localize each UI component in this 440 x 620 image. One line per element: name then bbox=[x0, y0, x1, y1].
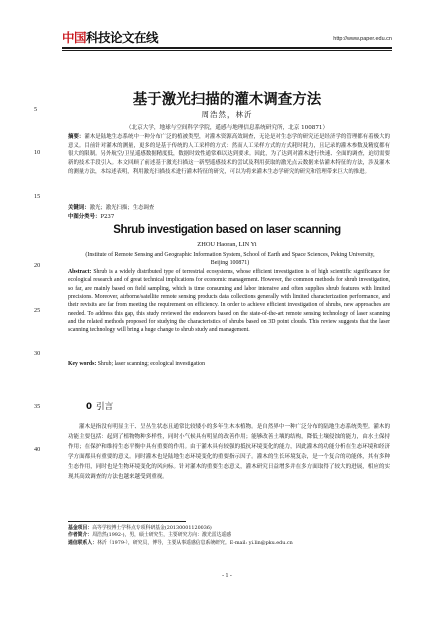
english-authors: ZHOU Haoran, LIN Yi bbox=[197, 241, 257, 248]
page-number: - 1 - bbox=[222, 573, 232, 579]
footnote-corresponding-text: 林沂（1979-），研究员，博导，主要从事遥感信息系统研究。E-mail: yi.lin@pku.edu.cn bbox=[97, 539, 293, 546]
logo-red-text: 中国 bbox=[62, 30, 87, 45]
english-keywords-label: Key words: bbox=[68, 361, 97, 367]
footnote-fund-text: 高等学校博士学科点专项科研基金(20130001120036) bbox=[92, 525, 212, 531]
footnote-fund-label: 基金项目： bbox=[68, 525, 93, 531]
footnotes bbox=[68, 525, 390, 547]
header-rule-thin bbox=[62, 50, 392, 51]
chinese-abstract bbox=[68, 133, 390, 177]
footnote-corresponding-label: 通信联系人： bbox=[68, 539, 98, 546]
footnote-author-text: 周浩然(1992-)，男，硕士研究生，主要研究方向：激光雷达遥感 bbox=[92, 532, 232, 539]
footnote-corresponding bbox=[68, 540, 390, 547]
classification-label: 中图分类号： bbox=[68, 214, 101, 220]
chinese-authors: 周浩然，林沂 bbox=[201, 110, 253, 119]
english-abstract bbox=[68, 268, 390, 335]
footnote-author-intro bbox=[68, 532, 390, 539]
section-body: 灌木是指没有明显主干、呈丛生状态且通常比较矮小的多年生木本植物。是自然界中一种广泛分布的陆地生态系统类型。灌木的功能主要包括：起到了植物物种多样性，同时小气候具有明显的改善作用；能够改善土壤的结构，降低土壤侵蚀的能力，由水土保持作用；在保护和维持生态平衡中具有重要的作用。由于灌木具有较强的抵抗环境变化的能力，因此灌木的功能分析在生态环境和经济学方面都具有重要的意义。同时灌木也是陆地生态环境变化的重要指示因子。灌木的生长环境复杂，是一个复合的功能体，其有多种生态作用，同时也是生物环境变化的风向标。针对灌木的重要生态意义，灌木研究日益增多并在多方面取得了较大的进展，相应的实现其高效调查的方法也越来越受到重视。 bbox=[68, 424, 390, 481]
section-heading bbox=[86, 400, 113, 412]
line-number: 20 bbox=[34, 262, 41, 269]
page-header bbox=[62, 26, 392, 50]
chinese-keywords-label: 关键词： bbox=[68, 205, 90, 211]
chinese-title: 基于激光扫描的灌木调查方法 bbox=[132, 92, 322, 108]
chinese-keywords bbox=[68, 203, 390, 211]
english-abstract-label: Abstract: bbox=[68, 269, 92, 275]
chinese-affiliation: （北京大学，地球与空间科学学院，遥感与地理信息系统研究所，北京 100871） bbox=[125, 125, 329, 131]
line-number: 30 bbox=[34, 350, 41, 357]
classification-value: P237 bbox=[100, 214, 115, 220]
line-number: 25 bbox=[34, 307, 41, 314]
chinese-keywords-text: 激光；激光扫描；生态调查 bbox=[89, 205, 155, 211]
english-abstract-text: Shrub is a widely distributed type of terrestrial ecosystems, whose efficient investigation is of high scientific significance for ecological research and of great technical implications for economic management. However, the common methods for shrub investigation, so far, are mainly based on field sampling, which is time consuming and labor intensive and often supplies shrub features with limited precisions. Moreover, airborne/satellite remote sensing products data collections generally with limited characterization performance, and their revisits are far from meeting the requirement on efficiency. In order to achieve efficient investigation of shrubs, new approaches are needed. To address this gap, this study reviewed the endeavors based on the state-of-the-art remote sensing technology of laser scanning and the related methods proposed for studying the characteristics of shrubs based on 3D point clouds. This review suggests that the laser scanning technology will bring a huge change to shrub study and management. bbox=[68, 269, 390, 334]
english-keywords-text: Shrub; laser scanning; ecological investigation bbox=[97, 361, 206, 367]
line-number: 15 bbox=[34, 193, 41, 200]
chinese-abstract-text: 灌木是陆地生态系统中一种分布广泛的植被类型，对灌木资源高效调查，无论是对生态学的研究还是经济学的管理都有着极大的意义。目前针对灌木的测量，更多的是基于传统的人工采样的方式：然而人工采样方式的方式耗时耗力，且记录的灌木参数及精度都有很大的限制。另外航空/卫星遥感数据精度低，数据时效性通常难以达到要求。因此，为了达到对灌木进行快速、全面的调查，迫切需要新的技术手段引入。本文回顾了前述基于激光扫描这一新型遥感技术的尝试及利用获取的激光点云数据来估灌木特征的方法，涉及灌木的测量方法，本综述表明，利用激光扫描技术进行灌木特征的研究，可以为将来灌木生态学研究的研究和管理带来巨大的推进。 bbox=[68, 134, 390, 175]
line-number: 10 bbox=[34, 149, 41, 156]
english-affiliation: (Institute of Remote Sensing and Geographic Information System, School of Earth and Space Sciences, Peking University, Beijing 100871) bbox=[85, 252, 375, 266]
section-title: 引言 bbox=[95, 402, 114, 412]
header-rule-thick bbox=[62, 47, 392, 49]
logo-black-text: 科技论文在线 bbox=[86, 30, 159, 45]
english-keywords bbox=[68, 361, 390, 367]
line-number: 35 bbox=[34, 403, 41, 410]
chinese-abstract-label: 摘要： bbox=[68, 134, 85, 140]
footnote-rule bbox=[68, 521, 186, 522]
header-url: http://www.paper.edu.cn bbox=[333, 36, 392, 42]
site-logo bbox=[62, 28, 158, 46]
english-title: Shrub investigation based on laser scanning bbox=[113, 224, 341, 236]
footnote-author-label: 作者简介： bbox=[68, 532, 93, 539]
line-number: 40 bbox=[34, 446, 41, 453]
line-number: 5 bbox=[34, 106, 38, 113]
section-number: 0 bbox=[86, 402, 92, 412]
classification-number bbox=[68, 212, 390, 220]
